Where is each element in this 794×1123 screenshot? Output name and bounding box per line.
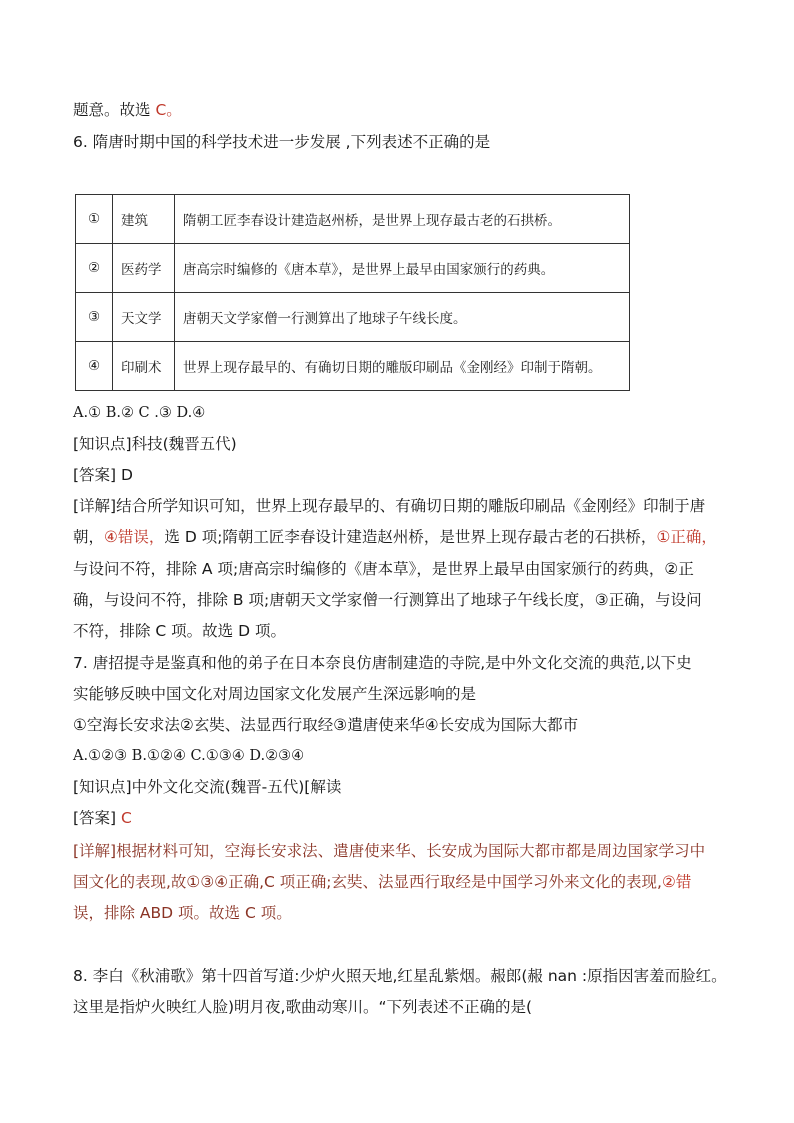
highlight-span: ①正确， [656,528,717,546]
text-span: 题意。故选 [73,101,151,119]
q7-options: A.①②③ B.①②④ C.①③④ D.②③④ [73,748,305,764]
text-span: [答案] [73,809,122,827]
row-description: 唐朝天文学家僧一行测算出了地球子午线长度。 [175,293,630,342]
question-8-line: 这里是指炉火映红人脸)明月夜,歌曲动寒川。“下列表述不正确的是( [73,998,533,1016]
table-row [76,342,630,391]
question-8-line: 8. 李白《秋浦歌》第十四首写道:少炉火照天地,红星乱紫烟。赧郎(赧 nan :原指因害羞而脸红。 [73,967,727,985]
q6-detail-line: 不符，排除 C 项。故选 D 项。 [73,622,286,640]
answer-letter: C [121,809,132,827]
highlight-span: ④错误， [104,528,165,546]
q6-detail-line: 与设问不符，排除 A 项;唐高宗时编修的《唐本草》，是世界上最早由国家颁行的药典，②正 [73,560,694,578]
highlight-span: ②错 [661,873,692,891]
text-span: 国文化的表现,故①③④正确,C 项正确;玄奘、法显西行取经是中国学习外来文化的表现, [73,873,662,891]
q6-options: A.① B.② C .③ D.④ [73,405,206,421]
q6-detail-line: [详解]结合所学知识可知，世界上现存最早的、有确切日期的雕版印刷品《金刚经》印制于唐 [73,497,706,515]
text-span: 朝， [73,528,105,546]
q6-knowledge-point: [知识点]科技(魏晋五代) [73,435,237,453]
q7-detail-line [73,872,691,892]
table-row [76,244,630,293]
q7-knowledge-point: [知识点]中外文化交流(魏晋-五代)[解读 [73,778,342,796]
row-number: ③ [76,293,113,342]
table-row [76,195,630,244]
science-table [75,194,630,391]
question-7-line: 7. 唐招提寺是鉴真和他的弟子在日本奈良仿唐制建造的寺院,是中外文化交流的典范,以下史 [73,654,692,672]
q7-answer [73,808,132,828]
q7-detail-line: 误，排除 ABD 项。故选 C 项。 [73,904,292,922]
row-field: 天文学 [113,293,175,342]
row-description: 隋朝工匠李春设计建造赵州桥，是世界上现存最古老的石拱桥。 [175,195,630,244]
table-row [76,293,630,342]
question-7-line: 实能够反映中国文化对周边国家文化发展产生深远影响的是 [73,685,477,703]
q7-detail-line: [详解]根据材料可知，空海长安求法、遣唐使来华、长安成为国际大都市都是周边国家学习中 [73,842,706,860]
row-number: ② [76,244,113,293]
row-number: ④ [76,342,113,391]
question-6: 6. 隋唐时期中国的科学技术进一步发展 ,下列表述不正确的是 [73,133,491,151]
q6-detail-line: 确，与设问不符，排除 B 项;唐朝天文学家僧一行测算出了地球子午线长度，③正确，与设问 [73,591,702,609]
q6-detail-line [73,527,717,547]
row-number: ① [76,195,113,244]
answer-letter: C。 [150,101,182,119]
q6-answer: [答案] D [73,466,133,484]
row-description: 世界上现存最早的、有确切日期的雕版印刷品《金刚经》印制于隋朝。 [175,342,630,391]
row-field: 医药学 [113,244,175,293]
question-7-line: ①空海长安求法②玄奘、法显西行取经③遣唐使来华④长安成为国际大都市 [73,716,579,734]
row-description: 唐高宗时编修的《唐本草》，是世界上最早由国家颁行的药典。 [175,244,630,293]
text-span: 选 D 项;隋朝工匠李春设计建造赵州桥，是世界上现存最古老的石拱桥， [164,528,657,546]
text-line [73,100,182,120]
row-field: 建筑 [113,195,175,244]
row-field: 印刷术 [113,342,175,391]
